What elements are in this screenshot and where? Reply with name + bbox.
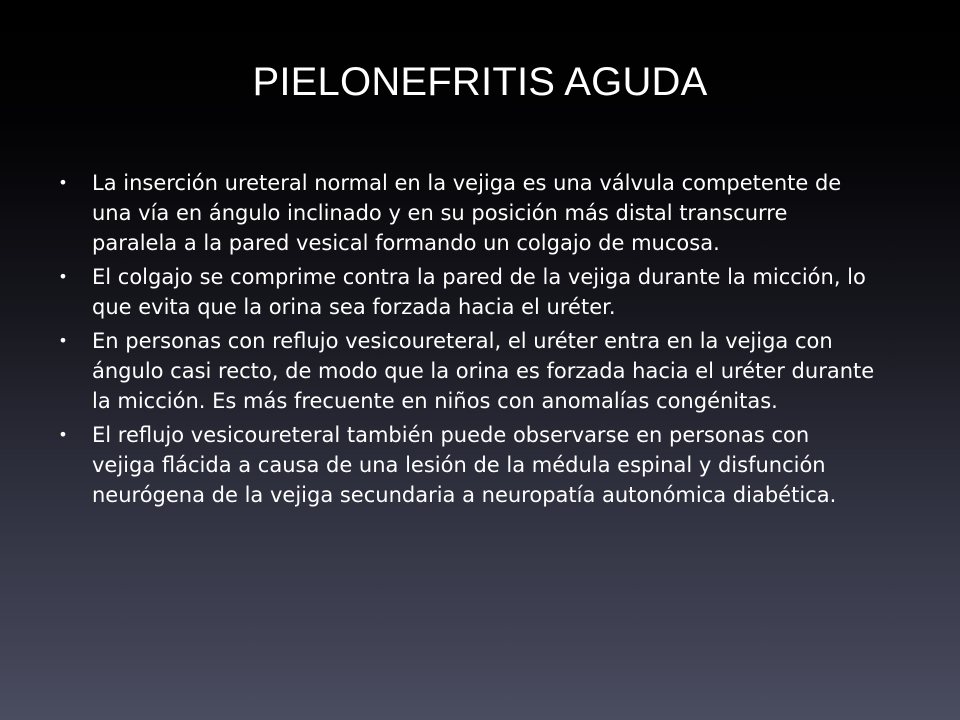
- bullet-text: El colgajo se comprime contra la pared de la vejiga durante la micción, lo que evita que la orina sea forzada hacia el uréter.: [92, 265, 866, 319]
- bullet-icon: •: [58, 425, 68, 444]
- bullet-item: [56, 326, 876, 416]
- bullet-icon: •: [58, 267, 68, 286]
- bullet-icon: •: [58, 331, 68, 350]
- bullet-item: [56, 420, 876, 510]
- bullet-list: [56, 168, 876, 514]
- bullet-icon: •: [58, 173, 68, 192]
- bullet-text: El reflujo vesicoureteral también puede observarse en personas con vejiga flácida a causa de una lesión de la médula espinal y disfunción neurógena de la vejiga secundaria a neuropatía autonómica diabética.: [92, 423, 837, 507]
- slide-title: PIELONEFRITIS AGUDA: [252, 60, 708, 104]
- bullet-item: [56, 262, 876, 322]
- bullet-text: La inserción ureteral normal en la vejiga es una válvula competente de una vía en ángulo inclinado y en su posición más distal transcurre paralela a la pared vesical formando un colgajo de mucosa.: [92, 171, 842, 255]
- bullet-text: En personas con reflujo vesicoureteral, el uréter entra en la vejiga con ángulo casi recto, de modo que la orina es forzada hacia el uréter durante la micción. Es más frecuente en niños con anomalías congénitas.: [92, 329, 875, 413]
- bullet-item: [56, 168, 876, 258]
